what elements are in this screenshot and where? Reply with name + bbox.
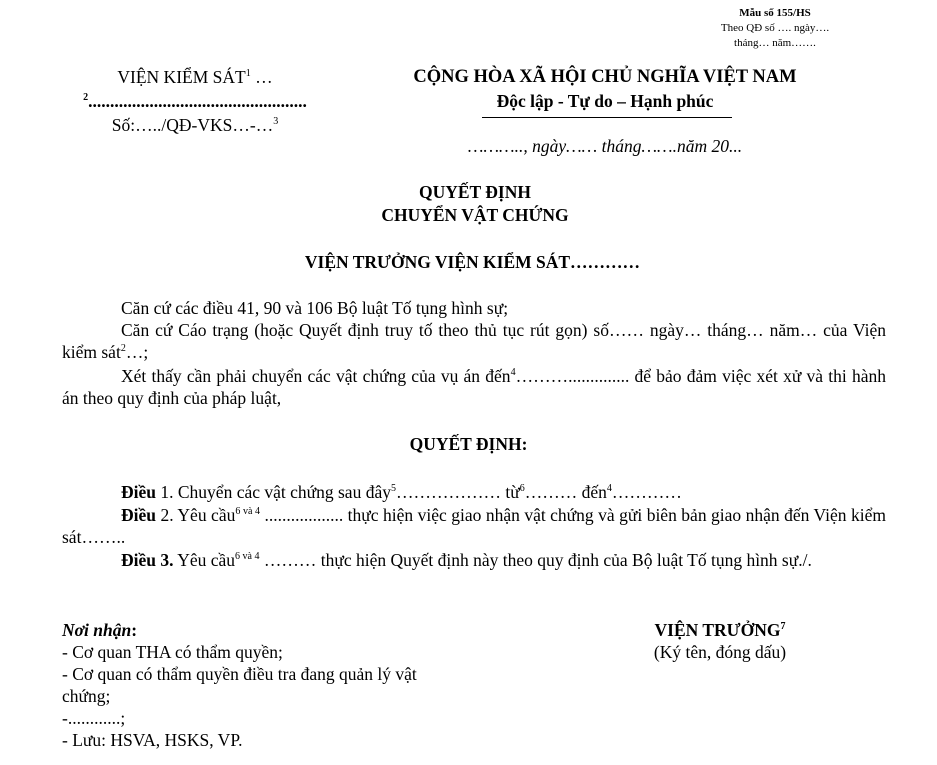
footnote-ref-6-4b: 6 và 4 [235, 551, 260, 563]
article-1-from: ……………… từ [395, 482, 520, 502]
article-1-to: ……… đến [524, 482, 607, 502]
agency-header [60, 66, 330, 136]
footnote-ref-1: 1 [245, 68, 251, 80]
article-1-number: 1. [156, 482, 178, 502]
date-line: ……….., ngày…… tháng…….năm 20... [467, 136, 743, 156]
article-1 [121, 481, 682, 503]
article-1-text: Chuyển các vật chứng sau đây [177, 482, 391, 502]
decision-heading: QUYẾT ĐỊNH: [409, 434, 528, 454]
recipients-colon: : [131, 620, 138, 640]
basis-paragraph-3-text: Xét thấy cần phải chuyển các vật chứng của vụ án đến [121, 366, 511, 386]
national-header [390, 66, 820, 112]
signature-title-line [590, 619, 850, 641]
form-code: Mẫu số 155/HS [739, 7, 811, 19]
recipient-item: - Cơ quan có thẩm quyền điều tra đang quản lý vật [62, 664, 417, 684]
signature-note: (Ký tên, đóng dấu) [653, 642, 787, 662]
article-3-text: Yêu cầu [173, 550, 236, 570]
article-1-end: ………… [611, 482, 682, 502]
document-title [270, 181, 680, 226]
agency-subunit-line [60, 90, 330, 112]
footnote-ref-7: 7 [780, 621, 786, 633]
article-2-number: 2. [156, 505, 178, 525]
footnote-ref-4: 4 [510, 367, 516, 379]
agency-name: VIỆN KIỂM SÁT [117, 67, 246, 87]
recipient-item: - Cơ quan THA có thẩm quyền; [62, 642, 283, 662]
article-2-label: Điều [121, 505, 156, 525]
motto-underline [482, 117, 732, 118]
article-2-tail: .................. thực hiện việc giao nhận vật chứng và gửi biên bản giao nhận đến Viện kiểm sát…….. [62, 505, 886, 547]
form-reference-line1: Theo QĐ số …. ngày…. [720, 22, 830, 34]
recipient-item: - Lưu: HSVA, HSKS, VP. [62, 730, 243, 750]
form-reference-line2: tháng… năm……. [734, 37, 816, 49]
basis-paragraph-3 [62, 365, 886, 409]
article-2-text: Yêu cầu [177, 505, 236, 525]
article-2 [62, 504, 886, 548]
nation-title: CỘNG HÒA XÃ HỘI CHỦ NGHĨA VIỆT NAM [413, 67, 797, 87]
article-3-tail: ……… thực hiện Quyết định này theo quy định của Bộ luật Tố tụng hình sự./. [259, 550, 812, 570]
document-number: Số:…../QĐ-VKS…-… [111, 115, 274, 135]
basis-paragraph-1: Căn cứ các điều 41, 90 và 106 Bộ luật Tố tụng hình sự; [121, 298, 509, 318]
issuing-authority: VIỆN TRƯỞNG VIỆN KIỂM SÁT………… [304, 252, 641, 272]
article-3 [62, 549, 886, 571]
signature-block [590, 619, 850, 663]
agency-subunit: .................................................. [88, 91, 307, 111]
basis-paragraph-2 [62, 319, 886, 363]
basis-paragraph-2-text: Căn cứ Cáo trạng (hoặc Quyết định truy tố theo thủ tục rút gọn) số…… ngày… tháng… năm… của Viện kiểm sát [62, 320, 886, 362]
article-3-label: Điều 3. [121, 550, 174, 570]
recipients-heading: Nơi nhận [62, 620, 132, 640]
recipient-item: chứng; [62, 686, 111, 706]
article-1-label: Điều [121, 482, 156, 502]
agency-name-tail: … [250, 67, 273, 87]
nation-motto: Độc lập - Tự do – Hạnh phúc [496, 91, 714, 111]
footnote-ref-6: 6 [519, 483, 525, 495]
basis-paragraph-3-tail: ……….............. để bảo đảm việc xét xử và thi hành án theo quy định của pháp luật, [62, 366, 887, 408]
footnote-ref-3: 3 [273, 116, 279, 128]
recipient-item: -............; [62, 708, 126, 728]
basis-paragraph-2-tail: …; [125, 342, 149, 362]
footnote-ref-6-4: 6 và 4 [235, 506, 260, 518]
footnote-ref-5: 5 [390, 483, 396, 495]
recipients-heading-line [62, 619, 417, 641]
agency-name-line [60, 66, 330, 88]
recipients-block [62, 619, 417, 751]
form-code-block [705, 6, 845, 51]
footnote-ref-2: 2 [83, 92, 89, 104]
footnote-ref-2b: 2 [120, 343, 126, 355]
title-line-2: CHUYỂN VẬT CHỨNG [381, 205, 569, 225]
footnote-ref-4b: 4 [606, 483, 612, 495]
title-line-1: QUYẾT ĐỊNH [419, 182, 531, 202]
document-number-line [60, 114, 330, 136]
signature-title: VIỆN TRƯỞNG [654, 620, 781, 640]
